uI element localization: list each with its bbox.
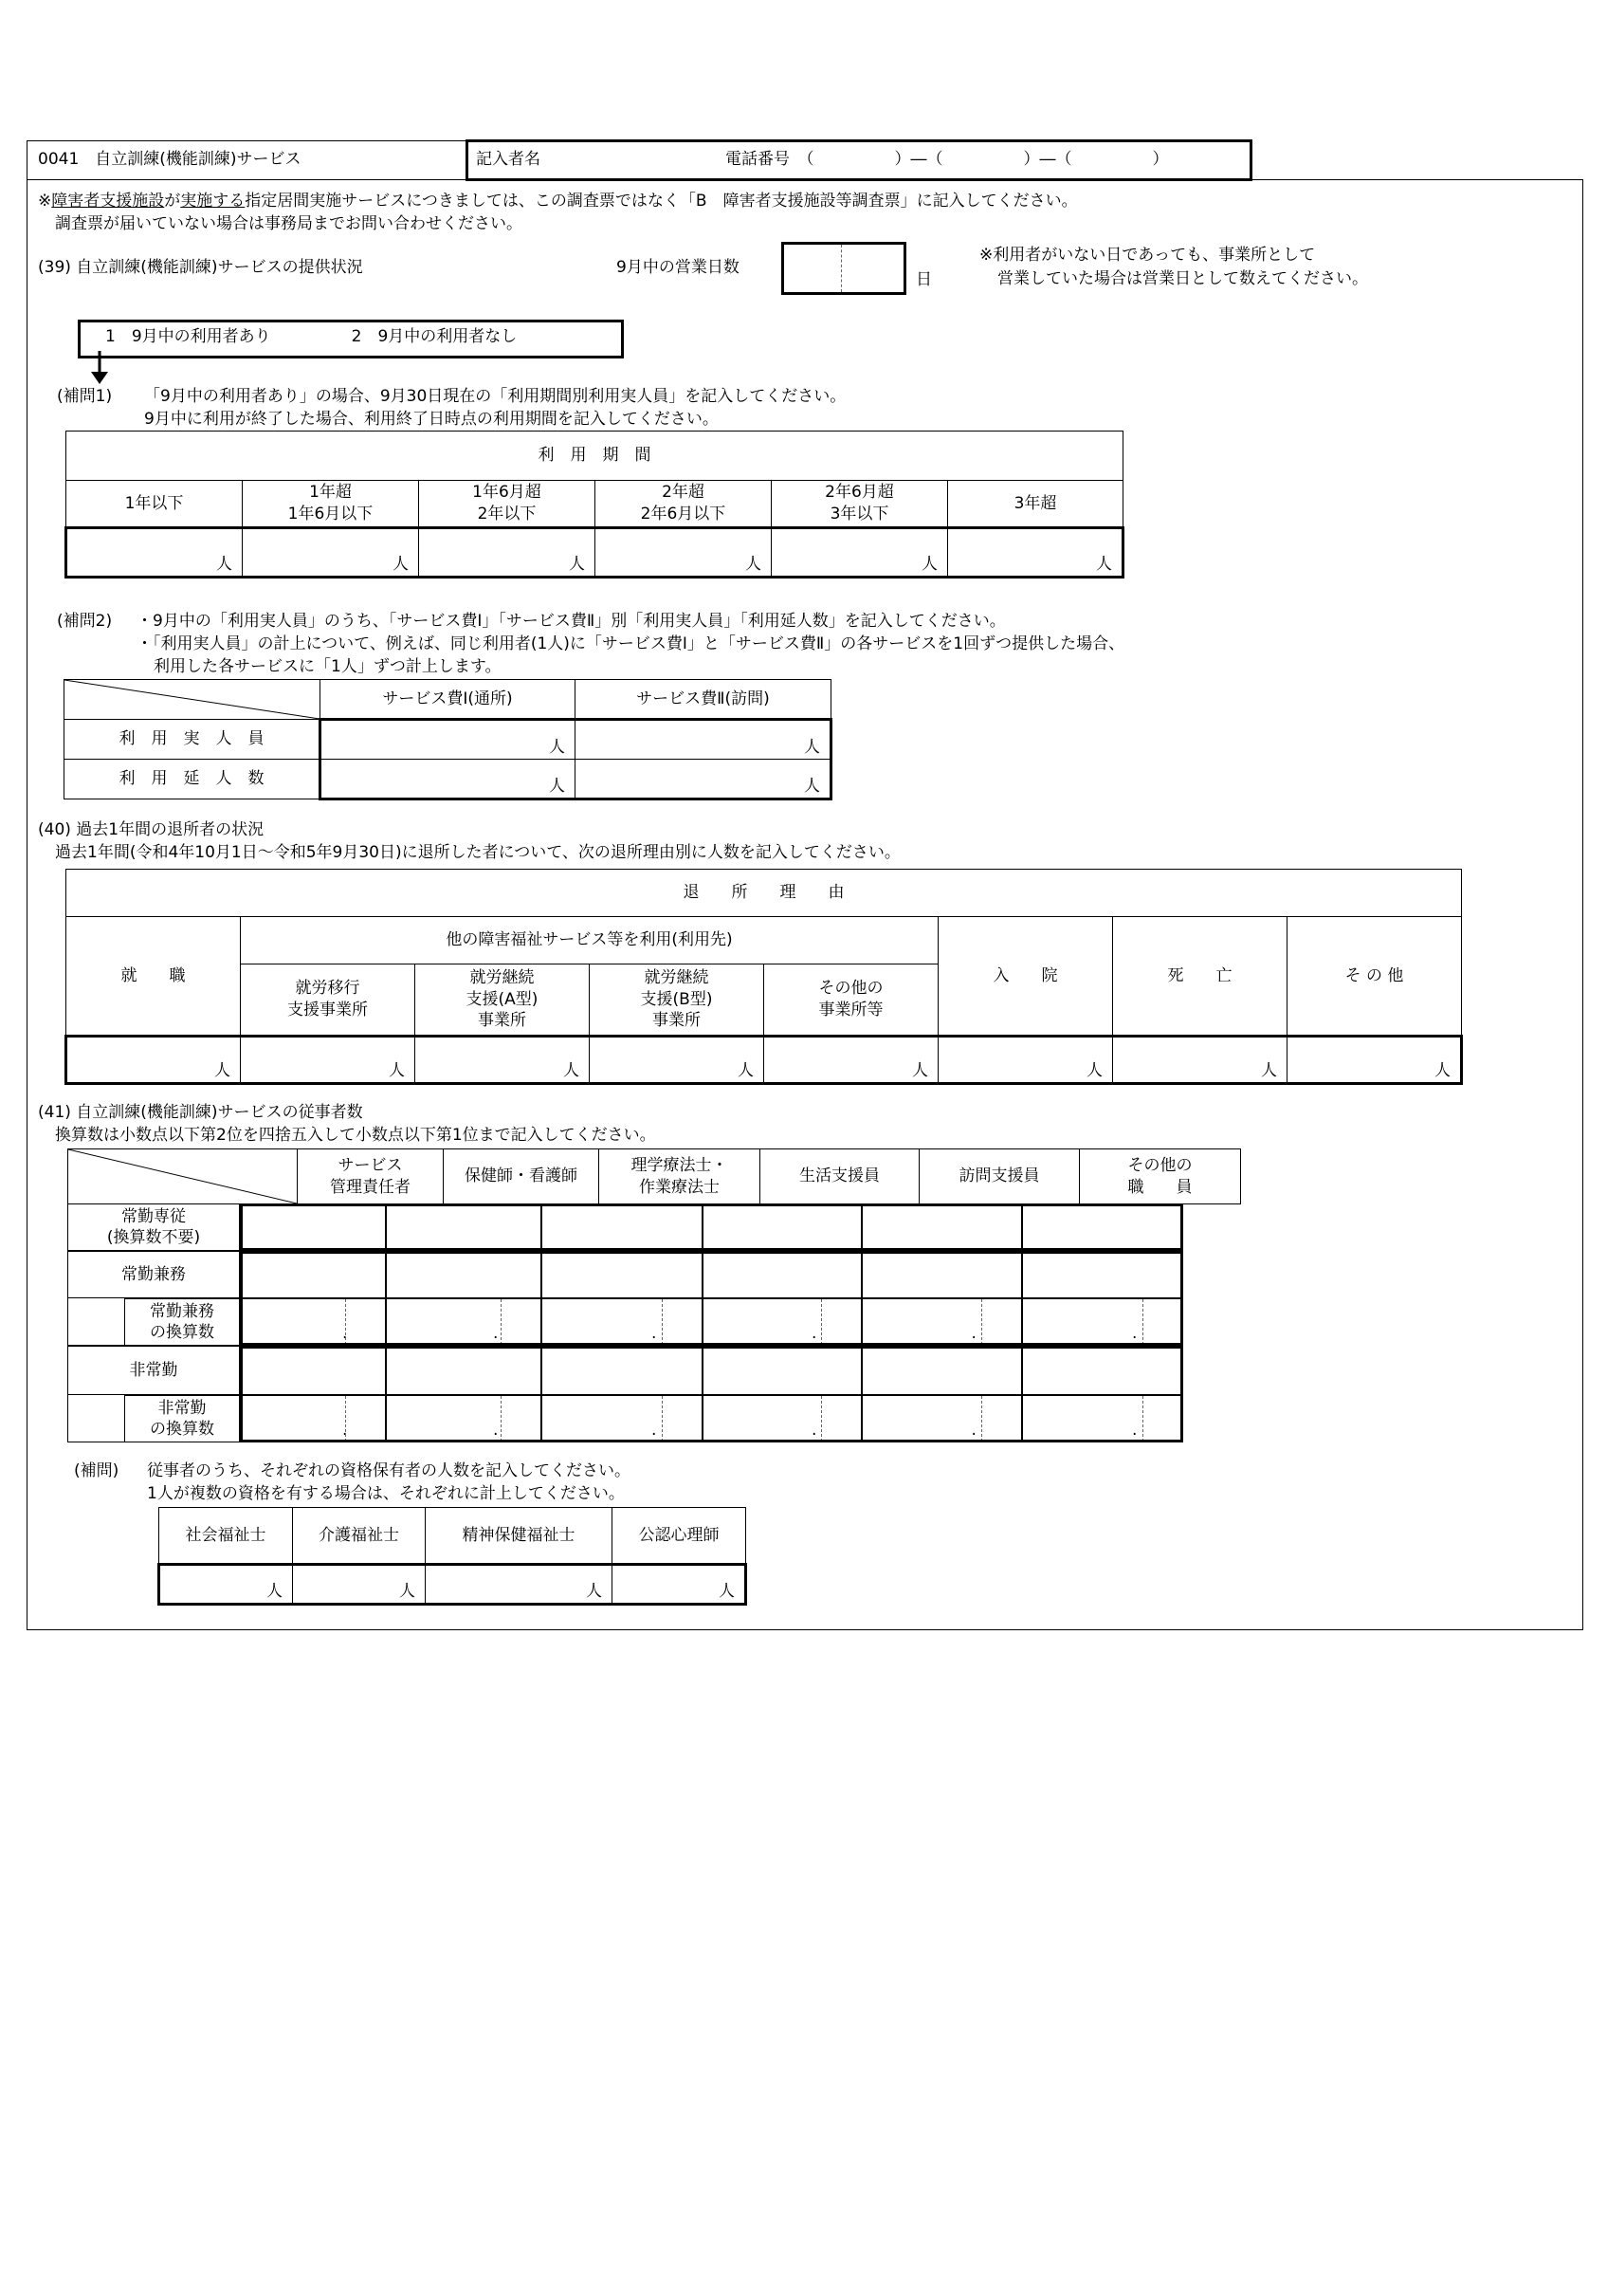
staff-input-concurrent-conv-5[interactable]: [862, 1298, 1022, 1346]
withdrawal-sub-1-l1: 就労移行: [295, 979, 360, 999]
staff-input-concurrent-conv-4[interactable]: [703, 1298, 862, 1346]
decimal-divider: [662, 1396, 663, 1442]
staff-col-manager-l2: 管理責任者: [330, 1177, 411, 1197]
s40-desc: 過去1年間(令和4年10月1日～令和5年9月30日)に退所した者について、次の退所理由別に人数を記入してください。: [55, 843, 901, 862]
qual-col-mental-health: 精神保健福祉士: [426, 1508, 612, 1565]
withdrawal-sub-4-l1: その他の: [818, 979, 884, 999]
phone-label: 電話番号 （ ）―（ ）―（ ）: [725, 150, 1169, 169]
decimal-point: .: [493, 1421, 499, 1440]
withdrawal-sub-3: [590, 964, 764, 1037]
period-input-1[interactable]: 人: [66, 528, 243, 578]
staff-input-parttime-4[interactable]: [703, 1346, 862, 1395]
period-header: 利 用 期 間: [66, 432, 1123, 481]
staff-row-fulltime-l2: (換算数不要): [106, 1228, 201, 1247]
withdrawal-sub-4: [764, 964, 939, 1037]
service-fee-col-1: サービス費Ⅰ(通所): [320, 680, 575, 720]
period-col-1-text: 1年以下: [124, 493, 184, 513]
staff-input-parttime-5[interactable]: [862, 1346, 1022, 1395]
qual-sup-label: (補問): [74, 1461, 119, 1480]
staff-input-parttime-conv-3[interactable]: [541, 1395, 703, 1442]
staff-row-parttime-l1: 非常勤: [129, 1360, 178, 1380]
service-fee-actual-2[interactable]: 人: [575, 720, 831, 760]
service-fee-actual-1[interactable]: 人: [320, 720, 575, 760]
staff-row-concurrent-conv: [124, 1298, 240, 1346]
staff-corner: [68, 1149, 298, 1204]
period-col-5-l1: 2年6月超: [825, 483, 894, 503]
staff-row-fulltime: [67, 1203, 240, 1251]
staff-input-concurrent-conv-1[interactable]: [240, 1298, 386, 1346]
s39-title: (39) 自立訓練(機能訓練)サービスの提供状況: [38, 258, 363, 277]
notice-underline-2: 実施する: [180, 192, 246, 211]
staff-input-fulltime-1[interactable]: [240, 1203, 386, 1251]
staff-row-concurrent-conv-l1: 常勤兼務: [150, 1301, 214, 1321]
main-frame-top: [1250, 179, 1582, 180]
sup1-line1: 「9月中の利用者あり」の場合、9月30日現在の「利用期間別利用実人員」を記入してください。: [144, 387, 847, 406]
decimal-divider: [821, 1396, 822, 1442]
staff-row-parttime-conv: [124, 1395, 240, 1442]
service-fee-col-2: サービス費Ⅱ(訪問): [575, 680, 831, 720]
decimal-point: .: [651, 1421, 657, 1440]
days-label: 9月中の営業日数: [616, 258, 740, 277]
period-col-5: [772, 481, 948, 528]
staff-input-parttime-conv-5[interactable]: [862, 1395, 1022, 1442]
staff-body: [67, 1203, 1183, 1445]
staff-row-fulltime-l1: 常勤専従: [121, 1206, 186, 1226]
withdrawal-reason-header: 退 所 理 由: [66, 870, 1462, 917]
decimal-point: .: [971, 1324, 977, 1343]
days-input-divider: [841, 245, 842, 292]
staff-row-parttime: [67, 1346, 240, 1395]
staff-input-concurrent-conv-2[interactable]: [386, 1298, 541, 1346]
decimal-divider: [821, 1299, 822, 1345]
withdrawal-sub-3-l3: 事業所: [652, 1011, 701, 1031]
service-fee-total-2[interactable]: 人: [575, 760, 831, 799]
withdrawal-input-hospital[interactable]: 人: [939, 1037, 1113, 1084]
qual-input-social-worker[interactable]: 人: [159, 1565, 293, 1605]
decimal-point: .: [812, 1421, 817, 1440]
notice-line2: 調査票が届いていない場合は事務局までお問い合わせください。: [55, 214, 522, 233]
period-input-3[interactable]: 人: [419, 528, 595, 578]
withdrawal-input-sub-1[interactable]: 人: [241, 1037, 415, 1084]
qual-col-care-worker: 介護福祉士: [293, 1508, 426, 1565]
withdrawal-employment: 就 職: [66, 917, 241, 1037]
arrow-down-icon: [88, 351, 111, 385]
staff-col-manager: [298, 1149, 444, 1204]
qual-col-psychologist: 公認心理師: [612, 1508, 746, 1565]
withdrawal-input-sub-2[interactable]: 人: [415, 1037, 590, 1084]
withdrawal-input-employment[interactable]: 人: [66, 1037, 241, 1084]
decimal-divider: [981, 1396, 982, 1442]
s41-title: (41) 自立訓練(機能訓練)サービスの従事者数: [38, 1103, 363, 1122]
notice-underline-1: 障害者支援施設: [51, 192, 165, 211]
staff-col-therapist-l1: 理学療法士・: [630, 1155, 728, 1175]
withdrawal-input-sub-3[interactable]: 人: [590, 1037, 764, 1084]
notice-rest: 指定居間実施サービスにつきましては、この調査票ではなく「B 障害者支援施設等調査票」に記入してください。: [245, 192, 1078, 211]
staff-col-therapist: [599, 1149, 760, 1204]
withdrawal-sub-2-l3: 事業所: [478, 1011, 526, 1031]
withdrawal-other: そ の 他: [1287, 917, 1462, 1037]
withdrawal-sub-3-l1: 就労継続: [644, 967, 709, 987]
service-fee-row-actual: 利 用 実 人 員: [64, 720, 320, 760]
staff-input-parttime-conv-4[interactable]: [703, 1395, 862, 1442]
decimal-point: .: [342, 1324, 348, 1343]
staff-input-concurrent-conv-3[interactable]: [541, 1298, 703, 1346]
staff-input-fulltime-2[interactable]: [386, 1203, 541, 1251]
period-col-6: [948, 481, 1123, 528]
staff-col-other-l1: その他の: [1127, 1155, 1193, 1175]
notice-mid: が: [164, 192, 181, 211]
period-col-3-l1: 1年6月超: [472, 483, 541, 503]
service-fee-corner: [64, 680, 320, 720]
staff-input-concurrent-conv-6[interactable]: [1022, 1298, 1183, 1346]
period-col-3-l2: 2年以下: [477, 505, 537, 523]
decimal-divider: [501, 1299, 502, 1345]
period-input-5[interactable]: 人: [772, 528, 948, 578]
staff-input-parttime-1[interactable]: [240, 1346, 386, 1395]
withdrawal-sub-3-l2: 支援(B型): [640, 989, 713, 1009]
withdrawal-table: [64, 869, 1463, 1085]
qual-input-mental-health[interactable]: 人: [426, 1565, 612, 1605]
withdrawal-death: 死 亡: [1113, 917, 1287, 1037]
notice-line1: [38, 192, 1078, 211]
staff-col-manager-l1: サービス: [338, 1155, 403, 1175]
decimal-point: .: [1132, 1324, 1138, 1343]
decimal-divider: [1142, 1396, 1143, 1442]
staff-input-fulltime-3[interactable]: [541, 1203, 703, 1251]
staff-row-concurrent-conv-l2: の換算数: [150, 1323, 214, 1342]
period-col-4-l1: 2年超: [662, 483, 704, 503]
staff-table: [67, 1148, 1241, 1204]
staff-input-concurrent-1[interactable]: [240, 1251, 386, 1298]
period-col-2-l2: 1年6月以下: [287, 505, 374, 523]
withdrawal-input-sub-4[interactable]: 人: [764, 1037, 939, 1084]
business-day-note-1: ※利用者がいない日であっても、事業所として: [979, 246, 1316, 265]
qualification-table: [157, 1507, 747, 1606]
s40-title: (40) 過去1年間の退所者の状況: [38, 820, 265, 839]
staff-input-concurrent-5[interactable]: [862, 1251, 1022, 1298]
staff-input-parttime-2[interactable]: [386, 1346, 541, 1395]
decimal-point: .: [1132, 1421, 1138, 1440]
form-code-title: 0041 自立訓練(機能訓練)サービス: [38, 150, 301, 169]
staff-col-visit-support: 訪問支援員: [920, 1149, 1080, 1204]
qual-input-psychologist[interactable]: 人: [612, 1565, 746, 1605]
withdrawal-input-death[interactable]: 人: [1113, 1037, 1287, 1084]
decimal-point: .: [812, 1324, 817, 1343]
sup2-label: (補問2): [57, 612, 113, 631]
staff-row-parttime-conv-l2: の換算数: [150, 1420, 214, 1439]
staff-input-parttime-conv-6[interactable]: [1022, 1395, 1183, 1442]
decimal-divider: [662, 1299, 663, 1345]
withdrawal-sub-2: [415, 964, 590, 1037]
sup1-line2: 9月中に利用が終了した場合、利用終了日時点の利用期間を記入してください。: [144, 410, 719, 429]
staff-row-concurrent-l1: 常勤兼務: [121, 1264, 186, 1284]
staff-row-parttime-conv-l1: 非常勤: [157, 1398, 207, 1418]
decimal-point: .: [651, 1324, 657, 1343]
period-input-4[interactable]: 人: [595, 528, 772, 578]
user-choice-text: 1 9月中の利用者あり 2 9月中の利用者なし: [105, 327, 518, 346]
period-table: [64, 431, 1124, 579]
staff-input-parttime-conv-1[interactable]: [240, 1395, 386, 1442]
decimal-divider: [981, 1299, 982, 1345]
period-input-2[interactable]: 人: [243, 528, 419, 578]
decimal-point: .: [493, 1324, 499, 1343]
days-unit: 日: [916, 270, 932, 289]
s41-desc: 換算数は小数点以下第2位を四捨五入して小数点以下第1位まで記入してください。: [55, 1126, 656, 1145]
staff-input-fulltime-4[interactable]: [703, 1203, 862, 1251]
sup1-label: (補問1): [57, 387, 113, 406]
qual-sup-line2: 1人が複数の資格を有する場合は、それぞれに計上してください。: [147, 1484, 625, 1503]
withdrawal-sub-2-l1: 就労継続: [469, 967, 535, 987]
decimal-divider: [345, 1396, 346, 1442]
withdrawal-sub-1: [241, 964, 415, 1037]
sup2-line2: ・「利用実人員」の計上について、例えば、同じ利用者(1人)に「サービス費Ⅰ」と「サービス費Ⅱ」の各サービスを1回ずつ提供した場合、: [137, 634, 1125, 653]
staff-col-therapist-l2: 作業療法士: [639, 1177, 720, 1197]
period-col-5-l2: 3年以下: [830, 505, 889, 523]
days-input[interactable]: [781, 242, 906, 295]
period-col-6-text: 3年超: [1014, 493, 1057, 513]
staff-input-fulltime-5[interactable]: [862, 1203, 1022, 1251]
qual-sup-line1: 従事者のうち、それぞれの資格保有者の人数を記入してください。: [147, 1461, 630, 1480]
staff-input-parttime-conv-2[interactable]: [386, 1395, 541, 1442]
business-day-note-2: 営業していた場合は営業日として数えてください。: [997, 269, 1368, 288]
decimal-point: .: [971, 1421, 977, 1440]
qual-input-care-worker[interactable]: 人: [293, 1565, 426, 1605]
writer-label: 記入者名: [476, 150, 540, 169]
period-col-2: [243, 481, 419, 528]
withdrawal-hospital: 入 院: [939, 917, 1113, 1037]
staff-col-life-support: 生活支援員: [760, 1149, 920, 1204]
staff-row-indent-1: [67, 1298, 124, 1346]
period-col-1: [66, 481, 243, 528]
staff-col-other: [1080, 1149, 1241, 1204]
withdrawal-sub-2-l2: 支援(A型): [466, 989, 539, 1009]
period-input-6[interactable]: 人: [948, 528, 1123, 578]
staff-input-concurrent-4[interactable]: [703, 1251, 862, 1298]
staff-input-parttime-3[interactable]: [541, 1346, 703, 1395]
staff-input-parttime-6[interactable]: [1022, 1346, 1183, 1395]
decimal-point: .: [342, 1421, 348, 1440]
staff-col-nurse: 保健師・看護師: [444, 1149, 599, 1204]
withdrawal-sub-4-l2: 事業所等: [818, 1001, 884, 1019]
withdrawal-other-welfare: 他の障害福祉サービス等を利用(利用先): [241, 917, 939, 964]
qual-col-social-worker: 社会福祉士: [159, 1508, 293, 1565]
service-fee-table: [64, 679, 832, 800]
staff-input-concurrent-3[interactable]: [541, 1251, 703, 1298]
sup2-line3: 利用した各サービスに「1人」ずつ計上します。: [154, 657, 502, 676]
notice-prefix: ※: [38, 192, 52, 211]
period-col-4: [595, 481, 772, 528]
staff-input-fulltime-6[interactable]: [1022, 1203, 1183, 1251]
service-fee-row-total: 利 用 延 人 数: [64, 760, 320, 799]
staff-input-concurrent-6[interactable]: [1022, 1251, 1183, 1298]
decimal-divider: [345, 1299, 346, 1345]
sup2-line1: ・9月中の「利用実人員」のうち、「サービス費Ⅰ」「サービス費Ⅱ」別「利用実人員」「利用延人数」を記入してください。: [137, 612, 1006, 631]
service-fee-total-1[interactable]: 人: [320, 760, 575, 799]
staff-row-indent-2: [67, 1395, 124, 1442]
staff-input-concurrent-2[interactable]: [386, 1251, 541, 1298]
staff-col-other-l2: 職 員: [1127, 1177, 1193, 1197]
withdrawal-input-other[interactable]: 人: [1287, 1037, 1462, 1084]
period-col-2-l1: 1年超: [309, 483, 352, 503]
period-col-3: [419, 481, 595, 528]
staff-row-concurrent: [67, 1251, 240, 1298]
decimal-divider: [501, 1396, 502, 1442]
decimal-divider: [1142, 1299, 1143, 1345]
withdrawal-sub-1-l2: 支援事業所: [287, 1001, 368, 1019]
period-col-4-l2: 2年6月以下: [640, 505, 726, 523]
